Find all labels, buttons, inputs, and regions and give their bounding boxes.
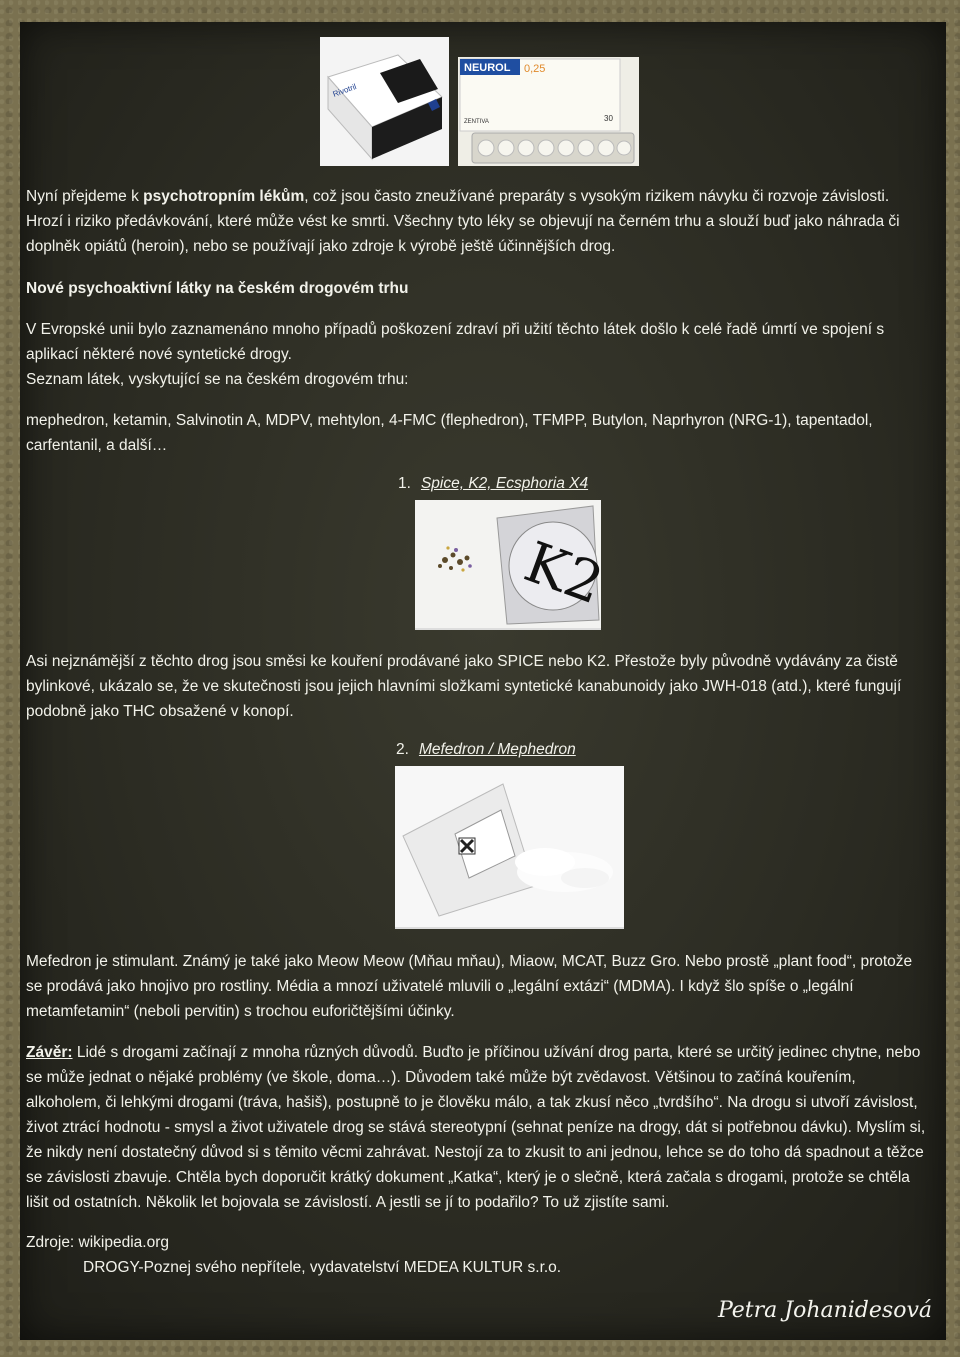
sources-line2: DROGY-Poznej svého nepřítele, vydavatelství MEDEA KULTUR s.r.o. [83, 1259, 562, 1276]
sources-line1: Zdroje: wikipedia.org [26, 1234, 170, 1251]
zentiva-label: ZENTIVA [464, 119, 489, 125]
rivotril-image [320, 37, 449, 166]
item2-heading [396, 741, 576, 759]
conclusion-label: Závěr: [26, 1044, 73, 1061]
count-label: 30 [604, 114, 613, 123]
eu-paragraph [26, 317, 926, 392]
mefedron-paragraph: Mefedron je stimulant. Známý je také jako Meow Meow (Mňau mňau), Miaow, MCAT, Buzz Gro. Nebo prostě „plant food“, protože se prodává jako hnojivo pro rostliny. Média a mnozí uživatelé mluvili o „legální extázi“ (MDMA). I když šlo spíše o „legální metamfetamin“ (neboli pervitin) s trochou euforičtějšími účinky. [26, 953, 913, 1020]
eu-text: V Evropské unii bylo zaznamenáno mnoho případů poškození zdraví při užití těchto látek došlo k celé řadě úmrtí ve spojení s aplikací některé nové syntetické drogy. [26, 321, 885, 363]
substances-list: mephedron, ketamin, Salvinotin A, MDPV, mehtylon, 4-FMC (flephedron), TFMPP, Butylon, Naprhyron (NRG-1), tapentadol, carfentanil, a další… [26, 412, 873, 454]
neurol-label: NEUROL [464, 62, 511, 74]
mefedron-bag-illustration [395, 766, 624, 927]
intro-paragraph [26, 184, 926, 259]
intro-bold: psychotropním lékům [143, 188, 305, 205]
sources [26, 1230, 926, 1280]
k2-bag-illustration [415, 500, 612, 628]
k2-text: K2 [516, 529, 612, 618]
conclusion-paragraph [26, 1040, 926, 1215]
rivotril-box-illustration [320, 37, 449, 166]
item1-heading [398, 475, 588, 493]
section-heading: Nové psychoaktivní látky na českém drogovém trhu [26, 280, 409, 297]
list-intro: Seznam látek, vyskytující se na českém drogovém trhu: [26, 371, 409, 388]
intro-pre: Nyní přejdeme k [26, 188, 144, 205]
item2-number: 2. [396, 741, 409, 758]
author-signature: Petra Johanidesová [717, 1298, 932, 1323]
neurol-image [458, 57, 639, 166]
item1-title: Spice, K2, Ecsphoria X4 [420, 475, 589, 492]
neurol-dose: 0,25 [524, 63, 546, 75]
neurol-box-illustration [458, 57, 639, 166]
intro-post: , což jsou často zneužívané preparáty s vysokým rizikem návyku či rozvoje závislosti. Hrozí i riziko předávkování, které může vést ke smrti. Všechny tyto léky se objevují na černém trhu a slouží buď jako náhrada či doplněk opiátů (heroin), nebo se používají jako zdroje k výrobě ještě účinnějších drog. [26, 188, 900, 255]
rivotril-label: Rivotril [331, 82, 358, 99]
mefedron-image [395, 766, 624, 929]
k2-image [415, 500, 612, 630]
spice-paragraph: Asi nejznámější z těchto drog jsou směsi ke kouření prodávané jako SPICE nebo K2. Přestože byly původně vydávány za čistě bylinkové, ukázalo se, že ve skutečnosti jsou jejich hlavními složkami syntetické kanabunoidy jako JWH-018 (atd.), které fungují podobně jako THC obsažené v konopí. [26, 653, 902, 720]
item1-number: 1. [398, 475, 411, 492]
conclusion-text: Lidé s drogami začínají z mnoha různých důvodů. Buďto je příčinou užívání drog parta, které se určitý jedinec chytne, nebo se může jednat o nějaké problémy (ve škole, doma…). Důvodem také může být zvědavost. Většinou to začíná kouřením, alkoholem, či lehkými drogami (tráva, hašiš), postupně to je člověku málo, a tak zkusí něco „tvrdšího“. Na drogu si utvoří závislost, život ztrácí hodnotu - smysl a život uživatele drog se stává stereotypní (sehnat peníze na drogy, dát si potřebnou dávku). Myslím si, že nikdy není dostatečný důvod si s těmito věcmi zahrávat. Nestojí za to zkusit to ani jednou, lehce se do toho dá spadnout a těžce se závislosti zbavuje. Chtěla bych doporučit krátký dokument „Katka“, který je o slečně, která začala s drogami, protože se chtěla lišit od ostatních. Několik let bojovala se závislostí. A jestli se jí to podařilo? To už zjistíte sami. [26, 1044, 926, 1211]
item2-title: Mefedron / Mephedron [418, 741, 576, 758]
